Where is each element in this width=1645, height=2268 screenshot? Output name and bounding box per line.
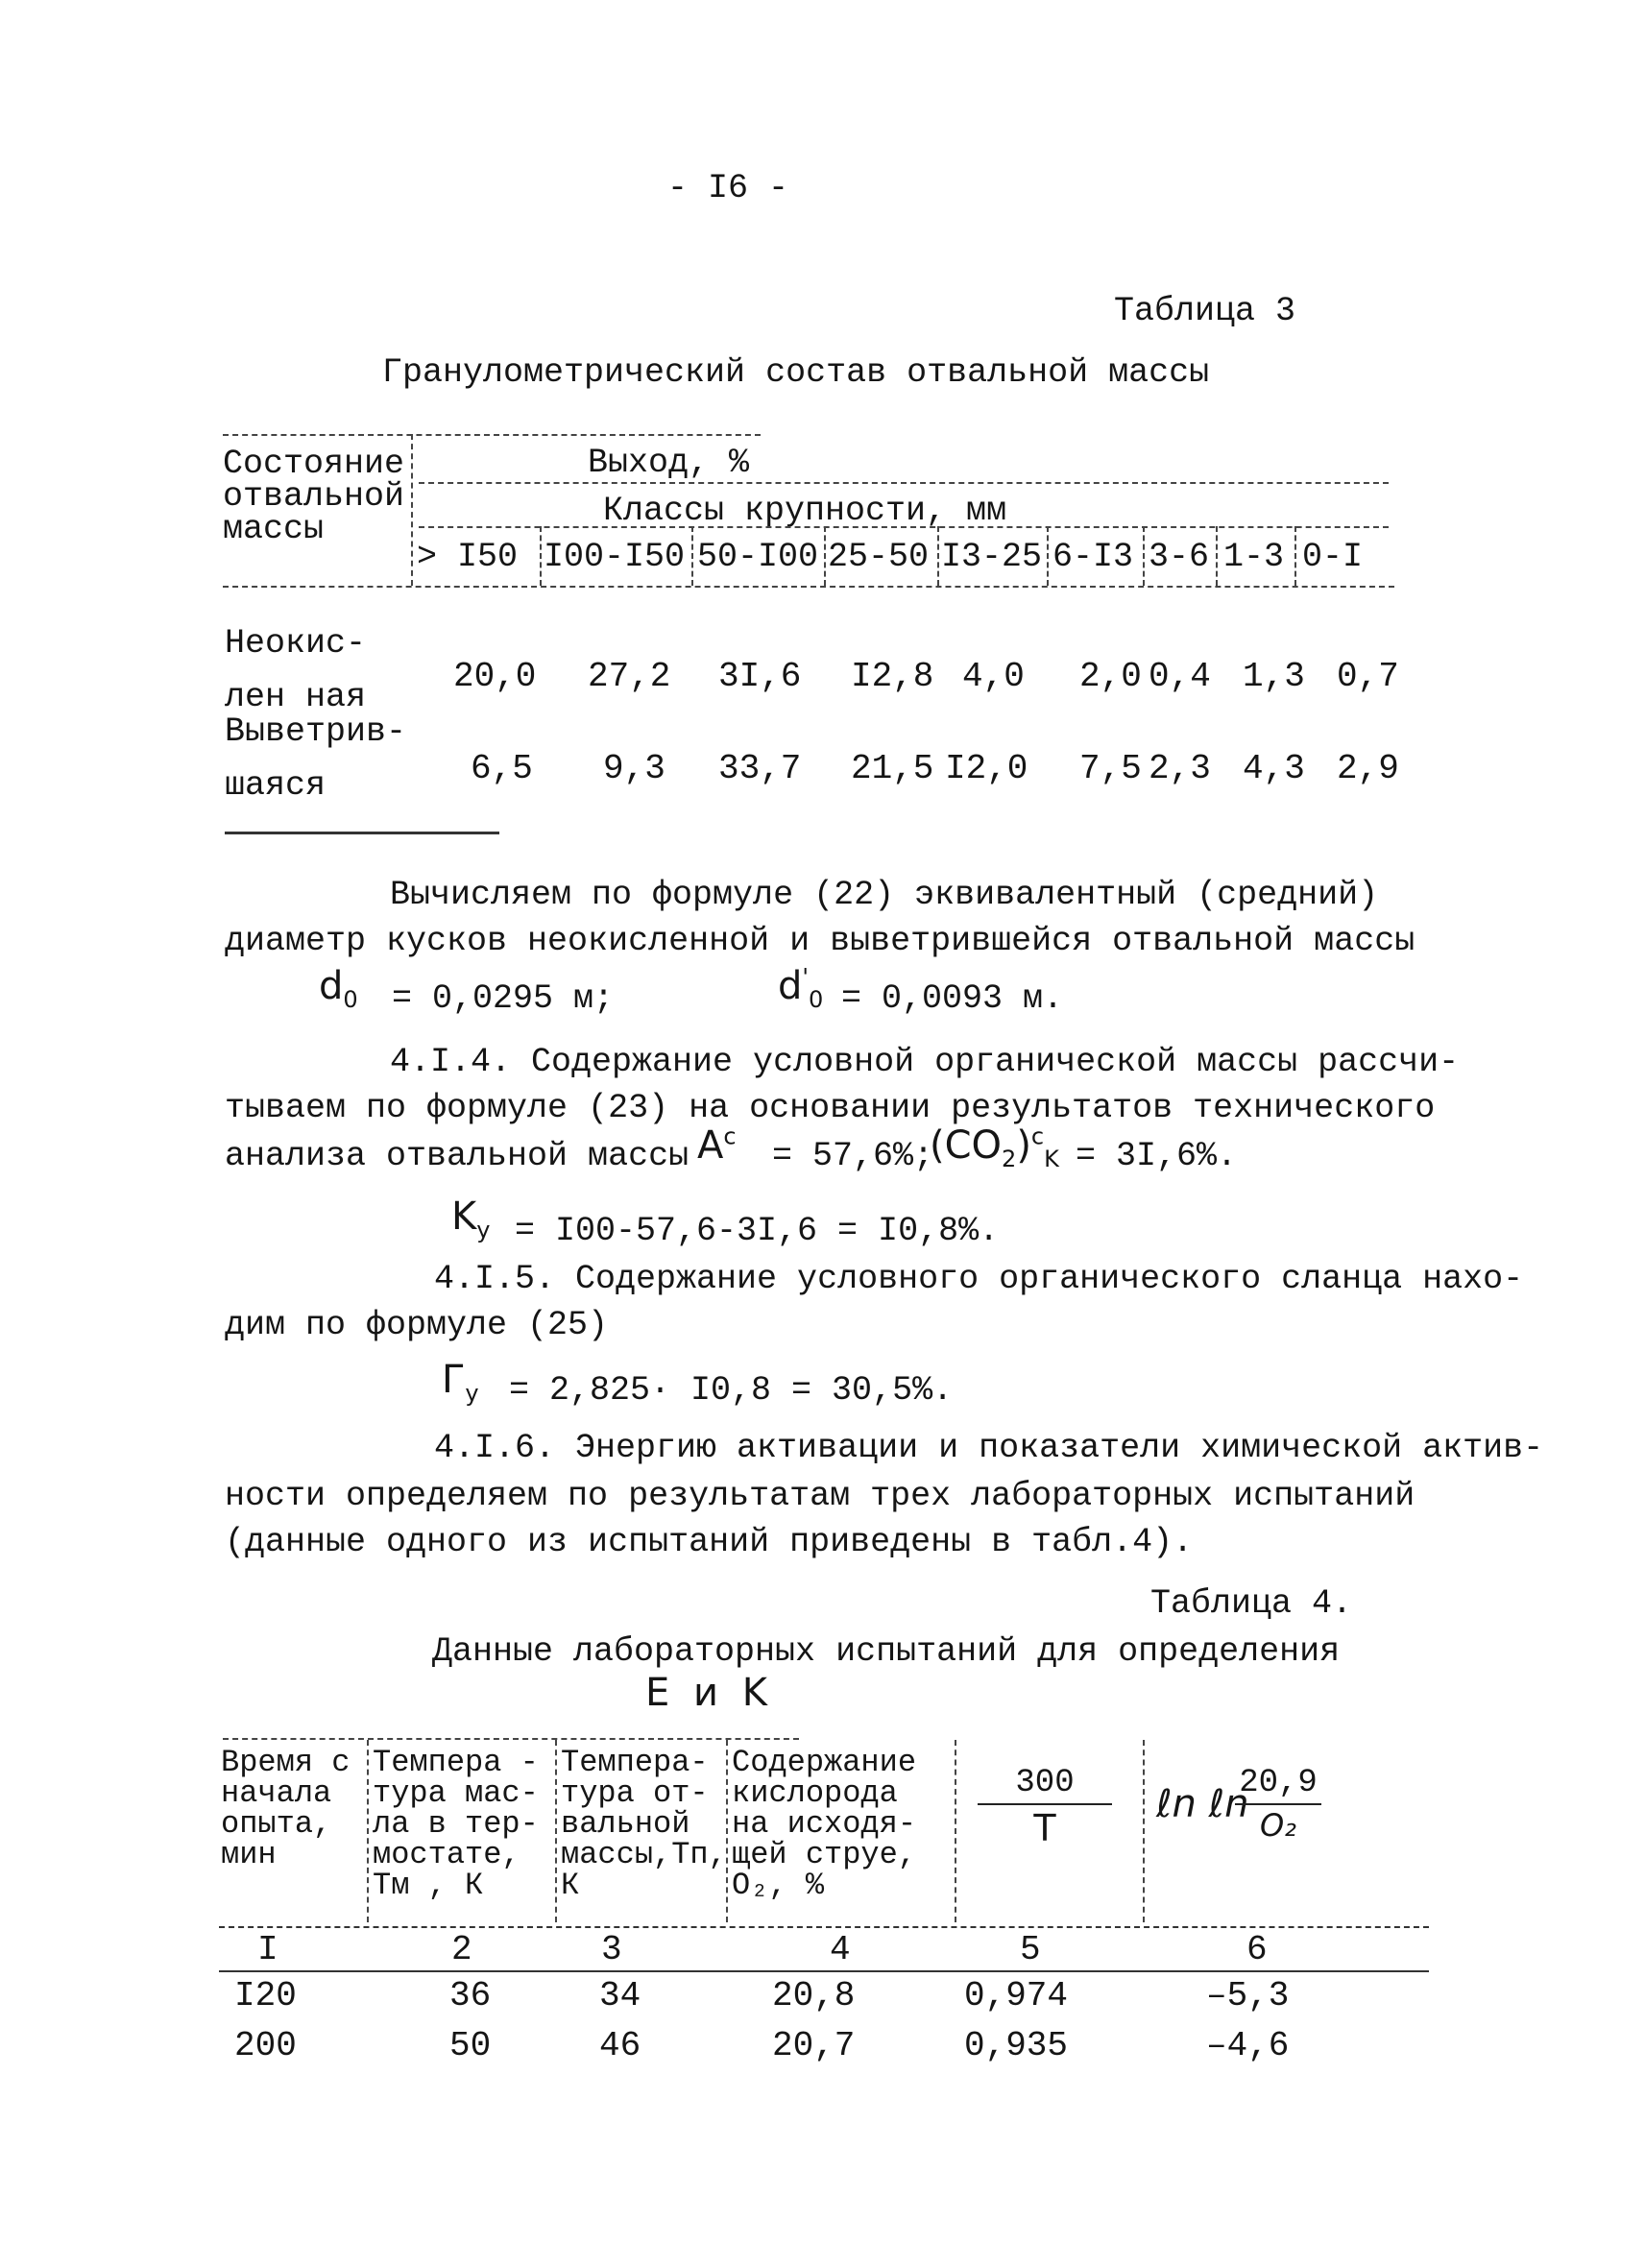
table3-row-name: Выветрив- шаяся [225,712,407,805]
table4-numbers-rule [219,1970,1429,1972]
table3-header-yield: Выход, % [588,444,750,482]
paragraph-text: 4.I.4. Содержание условной органической массы рассчи- [390,1043,1460,1081]
paragraph-text: ности определяем по результатам трех лабораторных испытаний [225,1477,1415,1515]
table3-col-divider [1216,526,1218,586]
table3-class-label: > I50 [417,538,519,576]
table3-cell: 9,3 [603,749,665,788]
table4-col-number: 6 [1246,1930,1268,1969]
table3-top-rule [223,434,761,436]
table3-divider [411,434,413,586]
table3-cell: 1,3 [1243,657,1305,696]
table4-title: Данные лабораторных испытаний для определения [432,1632,1341,1671]
table3-class-label: 1-3 [1223,538,1285,576]
table3-class-label: 6-I3 [1052,538,1134,576]
paragraph-text: дим по формуле (25) [225,1306,609,1344]
table3-cell: 20,0 [453,657,537,696]
table4-header-lnln: ℓn ℓn [1156,1782,1249,1826]
table4-col-number: 3 [601,1930,622,1969]
table3-header-classes: Классы крупности, мм [603,492,1007,530]
table4-col-divider [1143,1740,1145,1922]
table3-cell: 6,5 [471,749,533,788]
table3-yield-rule [419,482,1389,484]
formula-gu-value: = 2,825· I0,8 = 30,5%. [509,1371,954,1410]
table3-header-bottom-rule [223,586,1394,588]
table4-col-divider [555,1740,557,1922]
table3-bottom-rule [225,832,499,834]
formula-gu: $Г_y$ [442,1358,479,1407]
table3-row-name: Неокис- лен ная [225,624,367,716]
table3-class-label: I00-I50 [544,538,686,576]
table4-cell: I20 [234,1976,297,2015]
table3-class-label: 50-I00 [697,538,819,576]
table3-col-divider [1047,526,1049,586]
table3-class-label: 25-50 [828,538,930,576]
table3-cell: 4,0 [962,657,1025,696]
table4-col-divider [726,1740,728,1922]
table4-cell: 36 [449,1976,492,2015]
table3-cell: 0,4 [1149,657,1211,696]
paragraph-text: (данные одного из испытаний приведены в табл.4). [225,1523,1194,1561]
formula-co2-value: = 3I,6%. [1076,1137,1238,1175]
table4-cell: –4,6 [1206,2026,1290,2065]
table4-cell: 20,7 [772,2026,856,2065]
table3-cell: 33,7 [718,749,802,788]
paragraph-text: Вычисляем по формуле (22) эквивалентный (средний) [390,876,1379,914]
table4-col-number: 5 [1020,1930,1041,1969]
table4-cell: 50 [449,2026,492,2065]
formula-d0-prime: $d'_0$ [778,964,824,1014]
table4-cell: 200 [234,2026,297,2065]
formula-d0: $d_0$ [319,964,358,1013]
table4-cell: 34 [599,1976,641,2015]
table3-class-label: I3-25 [941,538,1043,576]
table4-header-thermostat-temp: Темпера - тура мас- ла в тер- мостате, Тм , К [373,1745,539,1903]
table3-classes-rule [419,526,1389,528]
table3-cell: 3I,6 [718,657,802,696]
table3-col-divider [540,526,542,586]
table4-cell: 20,8 [772,1976,856,2015]
table4-col-divider [955,1740,956,1922]
table3-title: Гранулометрический состав отвальной массы [382,353,1210,392]
table4-col-divider [367,1740,369,1922]
table4-header-lnln-fraction: 20,9 O₂ [1235,1765,1321,1844]
formula-d0-prime-value: = 0,0093 м. [841,979,1064,1018]
table4-header-bottom-rule [219,1926,1429,1928]
table3-cell: I2,8 [851,657,934,696]
table4-col-number: 2 [451,1930,472,1969]
table3-cell: I2,0 [945,749,1028,788]
table3-col-divider [824,526,826,586]
paragraph-text: 4.I.5. Содержание условного органического сланца нахо- [434,1260,1524,1298]
table3-class-label: 3-6 [1149,538,1210,576]
table4-top-rule [223,1738,799,1740]
table4-title-symbols: E и K [645,1671,773,1715]
table4-cell: 46 [599,2026,641,2065]
formula-d0-value: = 0,0295 м; [392,979,615,1018]
table3-cell: 0,7 [1337,657,1399,696]
table3-header-state: Состояние отвальной массы [223,445,405,548]
formula-ash-value: = 57,6%; [772,1137,934,1175]
table3-cell: 2,9 [1337,749,1399,788]
table3-col-divider [691,526,693,586]
table3-label: Таблица 3 [1114,292,1296,330]
formula-co2: $(CO_2)^c_K$ [930,1123,1059,1173]
table3-col-divider [937,526,939,586]
table3-col-divider [1143,526,1145,586]
table4-col-number: 4 [830,1930,851,1969]
table4-label: Таблица 4. [1150,1584,1353,1623]
table3-col-divider [1294,526,1296,586]
table3-cell: 2,3 [1149,749,1211,788]
page-number: - I6 - [667,169,789,207]
table4-cell: 0,974 [964,1976,1069,2015]
table3-cell: 21,5 [851,749,934,788]
paragraph-text: анализа отвальной массы [225,1137,689,1175]
table4-header-mass-temp: Темпера- тура от- вальной массы,Тп, К [561,1745,727,1903]
table4-header-time: Время с начала опыта, мин [221,1745,351,1872]
formula-ku: $K_y$ [451,1194,491,1243]
formula-ash: $A^c$ [697,1123,737,1169]
table3-cell: 7,5 [1079,749,1142,788]
table4-cell: –5,3 [1206,1976,1290,2015]
formula-ku-value: = I00-57,6-3I,6 = I0,8%. [515,1212,1000,1250]
table4-header-inverse-temp: 300 T [978,1765,1112,1849]
paragraph-text: тываем по формуле (23) на основании результатов технического [225,1089,1436,1127]
table3-cell: 27,2 [588,657,671,696]
table3-cell: 4,3 [1243,749,1305,788]
table4-col-number: I [257,1930,278,1969]
table4-cell: 0,935 [964,2026,1069,2065]
table3-class-label: 0-I [1302,538,1364,576]
paragraph-text: диаметр кусков неокисленной и выветрившейся отвальной массы [225,922,1415,960]
table3-cell: 2,0 [1079,657,1142,696]
paragraph-text: 4.I.6. Энергию активации и показатели химической актив- [434,1429,1544,1467]
table4-header-oxygen: Содержание кислорода на исходя- щей струе, O₂, % [732,1745,917,1903]
